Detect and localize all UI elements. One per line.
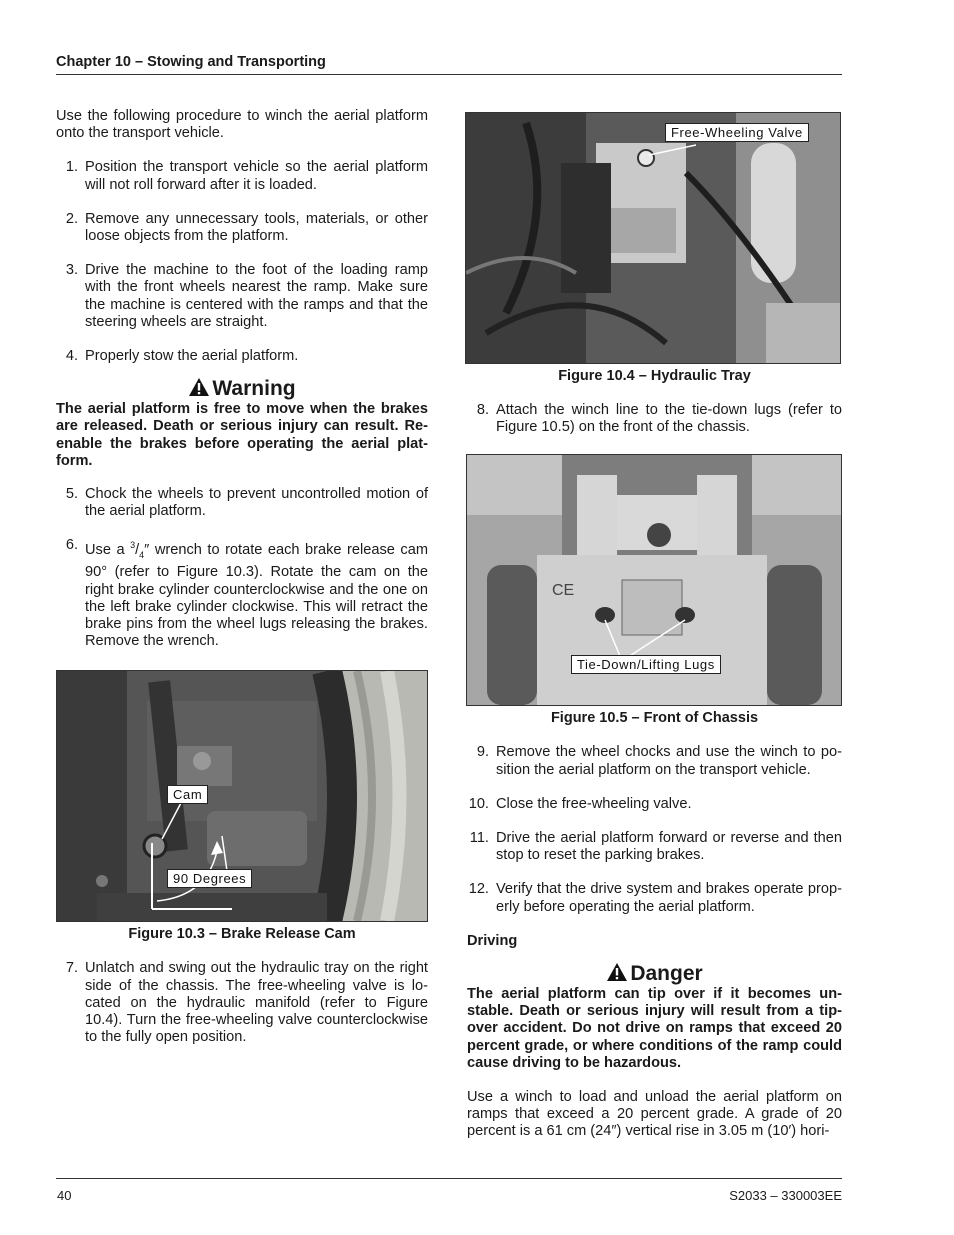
step-text: Drive the machine to the foot of the loading ramp with the front wheels nearest the ramp. Make sure the machine is centered with the ramps and that the steering wheels are straight. [85,262,428,330]
danger-title: Danger [630,962,703,986]
driving-heading: Driving [467,932,518,949]
step-8 [467,402,842,436]
warning-text: The aerial platform is free to move when the brakes are released. Death or serious injury can result. Re-enable the brakes before operating the aerial plat-form. [56,401,428,469]
callout-free-wheeling-valve: Free-Wheeling Valve [665,123,809,142]
hydraulic-tray-photo [466,113,840,363]
warning-triangle-icon [188,377,210,397]
step-number: 10. [468,795,489,812]
step-number: 8. [476,402,489,418]
step-11 [467,830,842,864]
right-column [467,108,842,1141]
step-number: 3. [65,262,78,279]
step-number: 6. [65,537,78,554]
step-text: Chock the wheels to prevent uncontrolled motion of the aerial platform. [85,486,428,520]
figure-brake-release-cam [56,670,428,922]
danger-triangle-icon [606,962,628,982]
closing-paragraph: Use a winch to load and unload the aerial platform on ramps that exceed a 20 percent grade. A grade of 20 percent is a 61 cm (24″) vertical rise in 3.05 m (10′) hori- [467,1089,842,1140]
figure-hydraulic-tray [465,112,841,364]
step-number: 9. [476,744,489,761]
figure-10-4-caption: Figure 10.4 – Hydraulic Tray [558,368,751,384]
document-id: S2033 – 330003EE [729,1188,842,1203]
page-number: 40 [57,1188,72,1203]
step-text: Close the free-wheeling valve. [496,795,692,812]
step-9 [467,744,842,778]
step-12 [467,881,842,915]
chapter-title: Chapter 10 – Stowing and Transporting [56,54,326,70]
step-text: Unlatch and swing out the hydraulic tray on the right side of the chassis. The free-wheeling valve is lo-cated on the hydraulic manifold (refer to Figure 10.4). Turn the free-wheeling valve counterclockwise to the fully open position. [85,960,428,1046]
step-text: Verify that the drive system and brakes operate prop-erly before operating the aerial platform. [496,881,842,915]
callout-cam: Cam [167,785,208,804]
step-2 [56,211,428,245]
chapter-header [56,54,842,75]
figure-10-5-caption: Figure 10.5 – Front of Chassis [550,710,759,727]
step-number: 7. [65,960,78,977]
warning-heading [56,377,428,401]
callout-90-degrees: 90 Degrees [167,869,252,888]
step-number: 4. [65,348,78,365]
step-text: Use a [85,542,131,559]
step-text: Remove any unnecessary tools, materials, or other loose objects from the platform. [85,210,428,245]
danger-heading [467,962,842,986]
step-1 [56,159,428,193]
svg-text:CE: CE [552,582,575,600]
step-4 [56,348,428,365]
step-text: Remove the wheel chocks and use the winch to po-sition the aerial platform on the transport vehicle. [496,744,842,778]
step-text: Drive the aerial platform forward or reverse and then stop to reset the parking brakes. [496,830,842,864]
step-number: 12. [468,881,489,898]
step-text: Position the transport vehicle so the aerial platform will not roll forward after it is loaded. [85,159,428,193]
step-7 [56,960,428,1046]
intro-paragraph: Use the following procedure to winch the aerial platform onto the transport vehicle. [56,108,428,142]
step-text: ″ wrench to rotate each brake release cam 90° (refer to Figure 10.3). Rotate the cam on the right brake cylinder counterclockwise and the one on the left brake cylinder clockwise. This will retract the brake pins from the wheel lugs releasing the brakes. Remove the wrench. [85,542,428,650]
step-10 [467,796,842,813]
callout-tie-down-lugs: Tie-Down/Lifting Lugs [571,655,721,674]
figure-front-of-chassis [466,454,842,706]
step-text: Attach the winch line to the tie-down lugs (refer to Figure 10.5) on the front of the chassis. [496,402,842,436]
fraction-numerator: 3 [130,540,136,551]
step-number: 1. [65,159,78,176]
step-number: 5. [65,486,78,503]
step-5 [56,486,428,520]
danger-text: The aerial platform can tip over if it becomes un-stable. Death or serious injury will result from a tip-over accident. Do not drive on ramps that exceed 20 percent grade, or where conditions of the ramp could cause driving to be hazardous. [467,986,842,1071]
left-column [56,108,428,1046]
warning-title: Warning [212,377,296,401]
footer-rule [56,1178,842,1179]
step-text: Properly stow the aerial platform. [85,348,299,365]
step-number: 2. [65,210,78,227]
step-6: 6. Use a $^3/_4''$ wrench to rotate each brake release cam 90° (refer to Figure 10.3). Rotate the cam on the right brake cylinder counterclockwise and the one on the left brake cylinder clockwise. This will retract the brake pins from the wheel lugs releasing the brakes. Remove the wrench. [56,537,428,650]
step-number: 11. [469,830,489,847]
figure-10-3-caption: Figure 10.3 – Brake Release Cam [128,926,356,943]
fraction-denominator: 4 [139,550,145,561]
step-3 [56,262,428,331]
